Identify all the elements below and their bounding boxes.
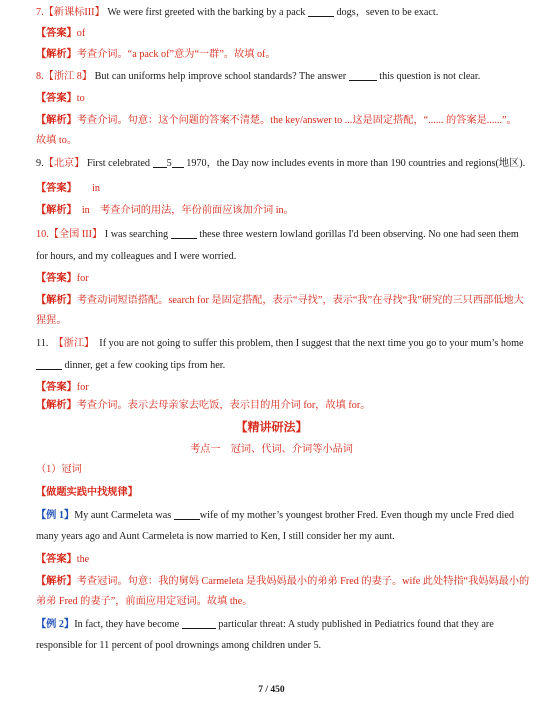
question-text: If you are not going to suffer this problem, then I suggest that the next time you go to your mum’s home — [99, 338, 524, 349]
example-text: In fact, they have become — [74, 619, 180, 630]
answer-label: 【答案】 — [36, 183, 77, 194]
answer-blank — [349, 70, 377, 81]
answer-label: 【答案】 — [36, 93, 77, 104]
analysis-9 — [36, 204, 514, 218]
page-number: 7 / 450 — [258, 685, 285, 695]
answer-blank — [308, 6, 334, 17]
example-2 — [36, 618, 514, 632]
example-1-line2 — [36, 530, 514, 544]
analysis-label: 【解析】 — [36, 49, 77, 60]
question-number: 10. — [36, 229, 49, 240]
analysis-label: 【解析】 — [36, 576, 77, 587]
analysis-11 — [36, 399, 514, 413]
answer-value: for — [76, 382, 89, 393]
analysis-10 — [36, 294, 524, 308]
question-text: First celebrated — [86, 158, 151, 169]
question-number: 8. — [36, 71, 44, 82]
question-text: these three western lowland gorillas I'd been observing. No one had seen them — [199, 229, 519, 240]
answer-value: to — [76, 93, 85, 104]
example-label: 【例 1】 — [36, 510, 75, 521]
answer-label: 【答案】 — [36, 554, 77, 565]
analysis-label: 【解析】 — [36, 295, 77, 306]
analysis-label: 【解析】 — [36, 205, 77, 216]
analysis-text: 弟弟 Fred 的妻子”，前面应用定冠词。故填 the。 — [36, 596, 253, 607]
answer-blank — [153, 157, 167, 168]
analysis-text: 故填 to。 — [36, 135, 78, 146]
question-text: this question is not clear. — [379, 71, 481, 82]
example-1 — [36, 509, 514, 523]
answer-blank — [36, 359, 62, 370]
source-tag: 【浙江 8】 — [43, 71, 93, 82]
answer-blank — [182, 618, 216, 629]
analysis-8-line2 — [36, 134, 514, 148]
question-11-line2 — [36, 359, 514, 373]
practice-heading: 【做题实践中找规律】 — [36, 487, 138, 498]
question-text: dogs，seven to be exact. — [336, 7, 439, 18]
source-tag: 【北京】 — [43, 158, 85, 169]
example-text: many years ago and Aunt Carmeleta is now married to Ken, I still consider her my aunt. — [36, 531, 395, 542]
analysis-text: 考查冠词。句意：我的舅妈 Carmeleta 是我妈妈最小的弟弟 Fred 的妻子。wife 此处特指“我妈妈最小的 — [76, 576, 530, 587]
question-7 — [36, 6, 514, 20]
example-2-line2 — [36, 639, 514, 653]
question-number: 11. — [36, 338, 49, 349]
section-title: 【精讲研法】 — [235, 420, 308, 434]
answer-blank — [171, 228, 197, 239]
question-number: 7. — [36, 7, 44, 18]
question-8 — [36, 70, 514, 84]
answer-label: 【答案】 — [36, 28, 77, 39]
analysis-label: 【解析】 — [36, 400, 77, 411]
answer-9 — [36, 182, 514, 196]
answer-label: 【答案】 — [36, 273, 77, 284]
source-tag: 【浙江】 — [53, 338, 95, 349]
answer-11 — [36, 381, 514, 395]
source-tag: 【新课标III】 — [43, 7, 105, 18]
analysis-text: 考查介词。“a pack of”意为“一群”。故填 of。 — [76, 49, 276, 60]
example-text: particular threat: A study published in Pediatrics found that they are — [218, 619, 494, 630]
answer-10 — [36, 272, 514, 286]
analysis-text: in 考查介词的用法，年份前面应该加介词 in。 — [81, 205, 294, 216]
analysis-text: 考查介词。表示去母亲家去吃饭，表示目的用介词 for，故填 for。 — [76, 400, 371, 411]
question-10 — [36, 228, 519, 242]
subsection-heading: （1）冠词 — [36, 464, 82, 475]
example-text: My aunt Carmeleta was — [74, 510, 172, 521]
question-text: I was searching — [104, 229, 169, 240]
example-text: wife of my mother’s youngest brother Fred. Even though my uncle Fred died — [199, 510, 514, 521]
answer-value: the — [76, 554, 90, 565]
source-tag: 【全国 III】 — [48, 229, 103, 240]
question-10-line2 — [36, 250, 514, 264]
kaodian-title: 考点一 冠词、代词、介词等小品词 — [190, 444, 353, 455]
question-text: We were first greeted with the barking by a pack — [107, 7, 306, 18]
question-text: 5 — [166, 158, 172, 169]
example-1-analysis — [36, 575, 530, 589]
answer-value: in — [92, 183, 100, 194]
question-11 — [36, 337, 524, 351]
answer-value: of — [76, 28, 86, 39]
answer-blank — [172, 157, 184, 168]
answer-7 — [36, 27, 514, 41]
analysis-text: 考查动词短语搭配。search for 是固定搭配，表示“寻找”，表示“我”在寻找“我”研究的三只西部低地大 — [76, 295, 524, 306]
example-1-answer — [36, 553, 514, 567]
question-text: for hours, and my colleagues and I were worried. — [36, 251, 237, 262]
question-text: 1970，the Day now includes events in more than 190 countries and regions(地区). — [186, 158, 526, 169]
answer-value: for — [76, 273, 89, 284]
example-1-analysis-line2 — [36, 595, 514, 609]
analysis-text: 猩猩。 — [36, 315, 67, 326]
analysis-text: 考查介词。句意：这个问题的答案不清楚。the key/answer to ...这是固定搭配，“...... 的答案是......”。 — [76, 115, 517, 126]
answer-8 — [36, 92, 514, 106]
answer-label: 【答案】 — [36, 382, 77, 393]
analysis-label: 【解析】 — [36, 115, 77, 126]
question-9 — [36, 157, 526, 171]
question-text: But can uniforms help improve school standards? The answer — [94, 71, 347, 82]
analysis-7 — [36, 48, 514, 62]
example-label: 【例 2】 — [36, 619, 75, 630]
answer-blank — [174, 509, 200, 520]
analysis-8 — [36, 114, 517, 128]
example-text: responsible for 11 percent of pool drownings among children under 5. — [36, 640, 322, 651]
question-text: dinner, get a few cooking tips from her. — [64, 360, 226, 371]
question-number: 9. — [36, 158, 44, 169]
analysis-10-line2 — [36, 314, 514, 328]
